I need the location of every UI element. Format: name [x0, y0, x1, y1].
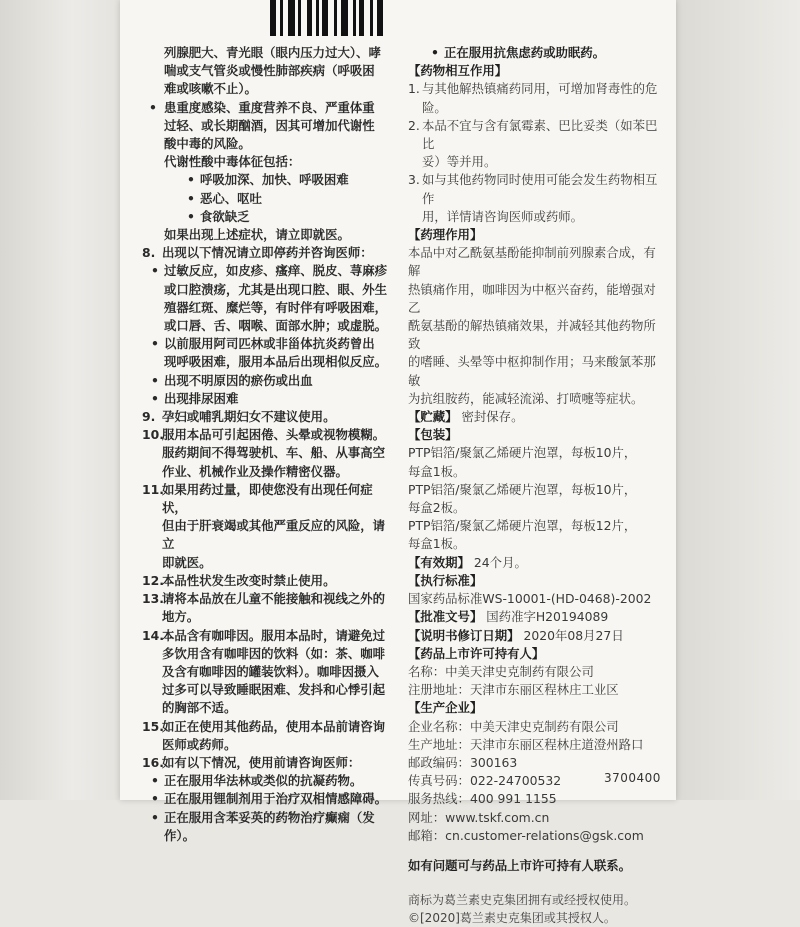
- bullet-dot: •: [149, 99, 157, 115]
- interaction-item: 1. 与其他解热镇痛药同用，可增加肾毒性的危险。: [408, 81, 658, 115]
- interactions-header: 【药物相互作用】: [408, 63, 508, 79]
- acidosis-intro: 代谢性酸中毒体征包括：: [164, 154, 301, 170]
- revision-row: 【说明书修订日期】 2020年08月27日: [408, 627, 624, 643]
- item-8-bullet: • 以前服用阿司匹林或非甾体抗炎药曾出 现呼吸困难，服用本品后出现相似反应。: [142, 335, 392, 371]
- item-16-bullet: • 正在服用锂制剂用于治疗双相情感障碍。: [142, 790, 392, 808]
- approval-row: 【批准文号】 国药准字H20194089: [408, 609, 609, 625]
- bullet-dot: •: [151, 773, 159, 789]
- bullet-dot: •: [151, 809, 159, 825]
- standard-header: 【执行标准】: [408, 572, 483, 588]
- leaflet-code: 3700400: [604, 771, 661, 785]
- acidosis-sign: • 食欲缺乏: [142, 208, 392, 226]
- bullet-dot: •: [187, 172, 195, 188]
- acidosis-bullet: • 患重度感染、重度营养不良、严重体重 过轻、或长期酗酒，因其可增加代谢性 酸中毒的风险。: [142, 99, 392, 154]
- left-top-paragraph: 列腺肥大、青光眼（眼内压力过大）、哮 喘或支气管炎或慢性肺部疾病（呼吸困 难或咳嗽不止）。: [164, 45, 381, 97]
- item-8: 8. 出现以下情况请立即停药并咨询医师：: [142, 245, 373, 261]
- bullet-dot: •: [151, 372, 159, 388]
- item-16-bullet: • 正在服用含苯妥英的药物治疗癫痫（发 作）。: [142, 809, 392, 845]
- right-column: [408, 44, 666, 927]
- package-header: 【包装】: [408, 427, 458, 443]
- manufacturer-header: 【生产企业】: [408, 700, 483, 716]
- bullet-dot: •: [187, 190, 195, 206]
- holder-header: 【药品上市许可持有人】: [408, 645, 545, 661]
- package-text: PTP铝箔/聚氯乙烯硬片泡罩，每板10片， 每盒1板。 PTP铝箔/聚氯乙烯硬片泡罩，每板10片， 每盒2板。 PTP铝箔/聚氯乙烯硬片泡罩，每板12片， 每盒1板。: [408, 445, 637, 552]
- storage-row: 【贮藏】 密封保存。: [408, 409, 524, 425]
- interaction-item: 3. 如与其他药物同时使用可能会发生药物相互作 用，详情请咨询医师或药师。: [408, 172, 658, 224]
- bullet-dot: •: [187, 208, 195, 224]
- item-15: 15. 如正在使用其他药品，使用本品前请咨询 医师或药师。: [142, 718, 386, 752]
- validity-row: 【有效期】 24个月。: [408, 554, 527, 570]
- barcode: [270, 0, 420, 36]
- manufacturer-text: 企业名称：中美天津史克制药有限公司 生产地址：天津市东丽区程林庄道澄州路口 邮政编码：300163 传真号码：022-24700532 服务热线：400 991 1155 网址：www.tskf.com.cn 邮箱：cn.customer-relations@gsk.com: [408, 718, 644, 843]
- bullet-dot: •: [431, 45, 439, 60]
- left-column: [142, 44, 392, 845]
- background-left-edge: [0, 0, 120, 800]
- interaction-item: 2. 本品不宜与含有氯霉素、巴比妥类（如苯巴比 妥）等并用。: [408, 117, 658, 170]
- bullet-dot: •: [151, 390, 159, 406]
- item-8-bullet: • 出现不明原因的瘀伤或出血: [142, 372, 392, 390]
- bullet-dot: •: [151, 336, 159, 352]
- bullet-dot: •: [151, 791, 159, 807]
- item-12: 12. 本品性状发生改变时禁止使用。: [142, 572, 336, 588]
- acidosis-end: 如果出现上述症状，请立即就医。: [164, 227, 350, 243]
- bullet-dot: •: [151, 263, 159, 279]
- holder-text: 名称：中美天津史克制药有限公司 注册地址：天津市东丽区程林庄工业区: [408, 663, 619, 698]
- acidosis-sign: • 恶心、呕吐: [142, 190, 392, 208]
- item-14: 14. 本品含有咖啡因。服用本品时，请避免过 多饮用含有咖啡因的饮料（如：茶、咖啡 及含有咖啡因的罐装饮料）。咖啡因摄入 过多可以导致睡眠困难、发抖和心悸引起 的胸部不适。: [142, 627, 386, 716]
- item-10: 10. 服用本品可引起困倦、头晕或视物模糊。 服药期间不得驾驶机、车、船、从事高空 作业、机械作业及操作精密仪器。: [142, 427, 386, 479]
- item-16: 16. 如有以下情况，使用前请咨询医师：: [142, 754, 361, 770]
- anxiety-bullet: • 正在服用抗焦虑药或助眠药。: [408, 44, 666, 62]
- item-11: 11. 如果用药过量，即使您没有出现任何症状， 但由于肝衰竭或其他严重反应的风险，请立 即就医。: [142, 481, 386, 570]
- background-right-edge: [676, 0, 800, 800]
- contact-note: 如有问题可与药品上市许可持有人联系。: [408, 857, 632, 873]
- item-16-bullet: • 正在服用华法林或类似的抗凝药物。: [142, 772, 392, 790]
- item-8-bullet: • 出现排尿困难: [142, 390, 392, 408]
- acidosis-sign: • 呼吸加深、加快、呼吸困难: [142, 171, 392, 189]
- item-8-bullet: • 过敏反应，如皮疹、瘙痒、脱皮、荨麻疹 或口腔溃疡，尤其是出现口腔、眼、外生 殖器红斑、糜烂等，有时伴有呼吸困难， 或口唇、舌、咽喉、面部水肿；或虚脱。: [142, 262, 392, 335]
- item-13: 13. 请将本品放在儿童不能接触和视线之外的 地方。: [142, 591, 386, 625]
- standard-text: 国家药品标准WS-10001-(HD-0468)-2002: [408, 591, 652, 607]
- item-9: 9. 孕妇或哺乳期妇女不建议使用。: [142, 409, 336, 425]
- trademark-note: 商标为葛兰素史克集团拥有或经授权使用。 ©[2020]葛兰素史克集团或其授权人。: [408, 893, 637, 926]
- pharmacology-text: 本品中对乙酰氨基酚能抑制前列腺素合成，有解 热镇痛作用，咖啡因为中枢兴奋药，能增强对乙 酰氨基酚的解热镇痛效果，并减轻其他药物所致 的嗜睡、头晕等中枢抑制作用；马来酸氯苯那敏 为抗组胺药，能减轻流涕、打喷嚏等症状。: [408, 245, 656, 406]
- pharmacology-header: 【药理作用】: [408, 227, 483, 243]
